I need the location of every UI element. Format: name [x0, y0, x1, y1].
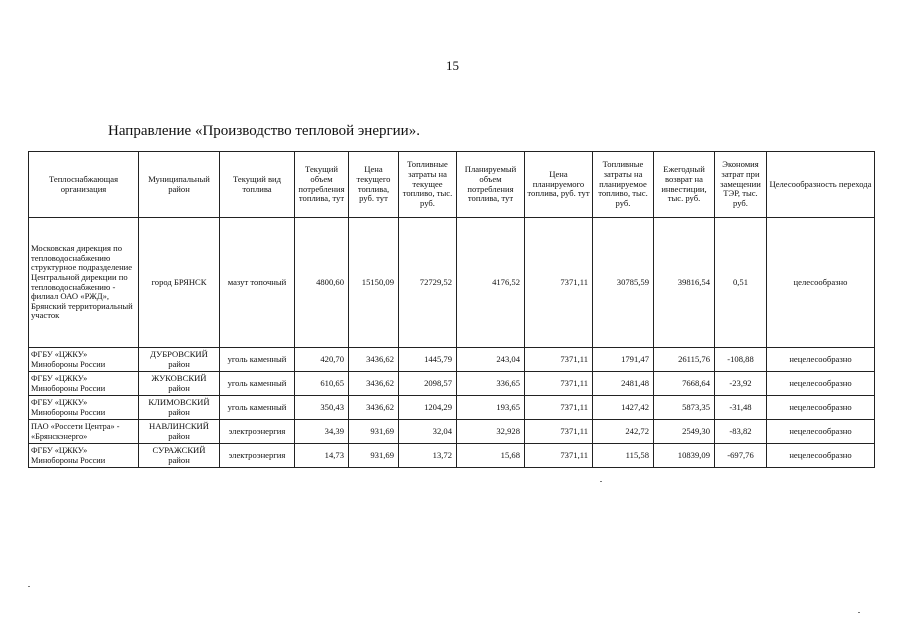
cell-planned-cost: 30785,59: [593, 218, 654, 348]
cell-planned-price: 7371,11: [525, 348, 593, 372]
column-header-feasibility: Целесообразность перехода: [767, 152, 875, 218]
table-row: [29, 218, 875, 348]
cell-current-volume: 14,73: [295, 444, 349, 468]
cell-org: Московская дирекция по тепловодоснабжению структурное подразделение Центральной дирекции по тепловодоснабжению - филиал ОАО «РЖД», Брянский территориальный участок: [29, 218, 139, 348]
cell-current-cost: 13,72: [399, 444, 457, 468]
cell-planned-cost: 1791,47: [593, 348, 654, 372]
cell-planned-volume: 15,68: [457, 444, 525, 468]
table-body: [29, 218, 875, 468]
column-header-current-fuel: Текущий вид топлива: [220, 152, 295, 218]
cell-feasibility: нецелесообразно: [767, 420, 875, 444]
page-number: 15: [446, 58, 459, 73]
cell-current-cost: 1204,29: [399, 396, 457, 420]
cell-annual-return: 7668,64: [654, 372, 715, 396]
cell-savings: -23,92: [715, 372, 767, 396]
cell-savings: -31,48: [715, 396, 767, 420]
header-row: [29, 152, 875, 218]
cell-annual-return: 26115,76: [654, 348, 715, 372]
fuel-transition-table: [28, 151, 875, 468]
cell-current-fuel: уголь каменный: [220, 348, 295, 372]
table-row: [29, 420, 875, 444]
cell-current-cost: 2098,57: [399, 372, 457, 396]
cell-current-volume: 610,65: [295, 372, 349, 396]
cell-feasibility: нецелесообразно: [767, 396, 875, 420]
cell-current-fuel: уголь каменный: [220, 372, 295, 396]
cell-current-cost: 72729,52: [399, 218, 457, 348]
cell-current-price: 15150,09: [349, 218, 399, 348]
cell-org: ФГБУ «ЦЖКУ» Минобороны России: [29, 396, 139, 420]
cell-feasibility: целесообразно: [767, 218, 875, 348]
cell-current-fuel: уголь каменный: [220, 396, 295, 420]
column-header-district: Муниципальный район: [139, 152, 220, 218]
cell-current-volume: 4800,60: [295, 218, 349, 348]
cell-district: ДУБРОВСКИЙ район: [139, 348, 220, 372]
cell-planned-cost: 1427,42: [593, 396, 654, 420]
column-header-annual-return: Ежегодный возврат на инвестиции, тыс. руб.: [654, 152, 715, 218]
cell-planned-volume: 243,04: [457, 348, 525, 372]
scan-speck: [600, 481, 602, 482]
cell-annual-return: 2549,30: [654, 420, 715, 444]
table-row: [29, 396, 875, 420]
cell-district: город БРЯНСК: [139, 218, 220, 348]
column-header-current-cost: Топливные затраты на текущее топливо, тыс. руб.: [399, 152, 457, 218]
column-header-current-price: Цена текущего топлива, руб. тут: [349, 152, 399, 218]
scan-speck: [28, 586, 30, 587]
cell-savings: 0,51: [715, 218, 767, 348]
cell-feasibility: нецелесообразно: [767, 444, 875, 468]
cell-district: ЖУКОВСКИЙ район: [139, 372, 220, 396]
cell-current-fuel: электроэнергия: [220, 444, 295, 468]
column-header-savings: Экономия затрат при замещении ТЭР, тыс. руб.: [715, 152, 767, 218]
cell-district: КЛИМОВСКИЙ район: [139, 396, 220, 420]
cell-current-volume: 350,43: [295, 396, 349, 420]
cell-annual-return: 10839,09: [654, 444, 715, 468]
cell-current-price: 931,69: [349, 420, 399, 444]
cell-current-cost: 32,04: [399, 420, 457, 444]
cell-district: СУРАЖСКИЙ район: [139, 444, 220, 468]
cell-current-price: 3436,62: [349, 396, 399, 420]
cell-planned-cost: 115,58: [593, 444, 654, 468]
cell-org: ФГБУ «ЦЖКУ» Минобороны России: [29, 444, 139, 468]
cell-feasibility: нецелесообразно: [767, 372, 875, 396]
cell-planned-volume: 4176,52: [457, 218, 525, 348]
cell-org: ФГБУ «ЦЖКУ» Минобороны России: [29, 372, 139, 396]
cell-current-price: 3436,62: [349, 348, 399, 372]
column-header-planned-volume: Планируемый объем потребления топлива, тут: [457, 152, 525, 218]
cell-org: ПАО «Россети Центра» - «Брянскэнерго»: [29, 420, 139, 444]
column-header-planned-cost: Топливные затраты на планируемое топливо, тыс. руб.: [593, 152, 654, 218]
cell-annual-return: 39816,54: [654, 218, 715, 348]
cell-planned-cost: 242,72: [593, 420, 654, 444]
cell-planned-price: 7371,11: [525, 396, 593, 420]
scan-speck: [858, 612, 860, 613]
cell-planned-cost: 2481,48: [593, 372, 654, 396]
cell-savings: -697,76: [715, 444, 767, 468]
cell-current-fuel: мазут топочный: [220, 218, 295, 348]
column-header-org: Теплоснабжающая организация: [29, 152, 139, 218]
cell-district: НАВЛИНСКИЙ район: [139, 420, 220, 444]
cell-current-volume: 34,39: [295, 420, 349, 444]
cell-current-price: 931,69: [349, 444, 399, 468]
table-row: [29, 444, 875, 468]
cell-planned-volume: 32,928: [457, 420, 525, 444]
cell-annual-return: 5873,35: [654, 396, 715, 420]
column-header-planned-price: Цена планируемого топлива, руб. тут: [525, 152, 593, 218]
cell-planned-price: 7371,11: [525, 420, 593, 444]
cell-planned-price: 7371,11: [525, 218, 593, 348]
cell-current-fuel: электроэнергия: [220, 420, 295, 444]
cell-savings: -108,88: [715, 348, 767, 372]
cell-current-volume: 420,70: [295, 348, 349, 372]
cell-current-cost: 1445,79: [399, 348, 457, 372]
table-row: [29, 348, 875, 372]
cell-org: ФГБУ «ЦЖКУ» Минобороны России: [29, 348, 139, 372]
cell-feasibility: нецелесообразно: [767, 348, 875, 372]
cell-current-price: 3436,62: [349, 372, 399, 396]
table-row: [29, 372, 875, 396]
cell-planned-price: 7371,11: [525, 372, 593, 396]
section-title: Направление «Производство тепловой энергии».: [108, 123, 420, 139]
cell-planned-volume: 193,65: [457, 396, 525, 420]
cell-planned-volume: 336,65: [457, 372, 525, 396]
column-header-current-volume: Текущий объем потребления топлива, тут: [295, 152, 349, 218]
cell-planned-price: 7371,11: [525, 444, 593, 468]
cell-savings: -83,82: [715, 420, 767, 444]
